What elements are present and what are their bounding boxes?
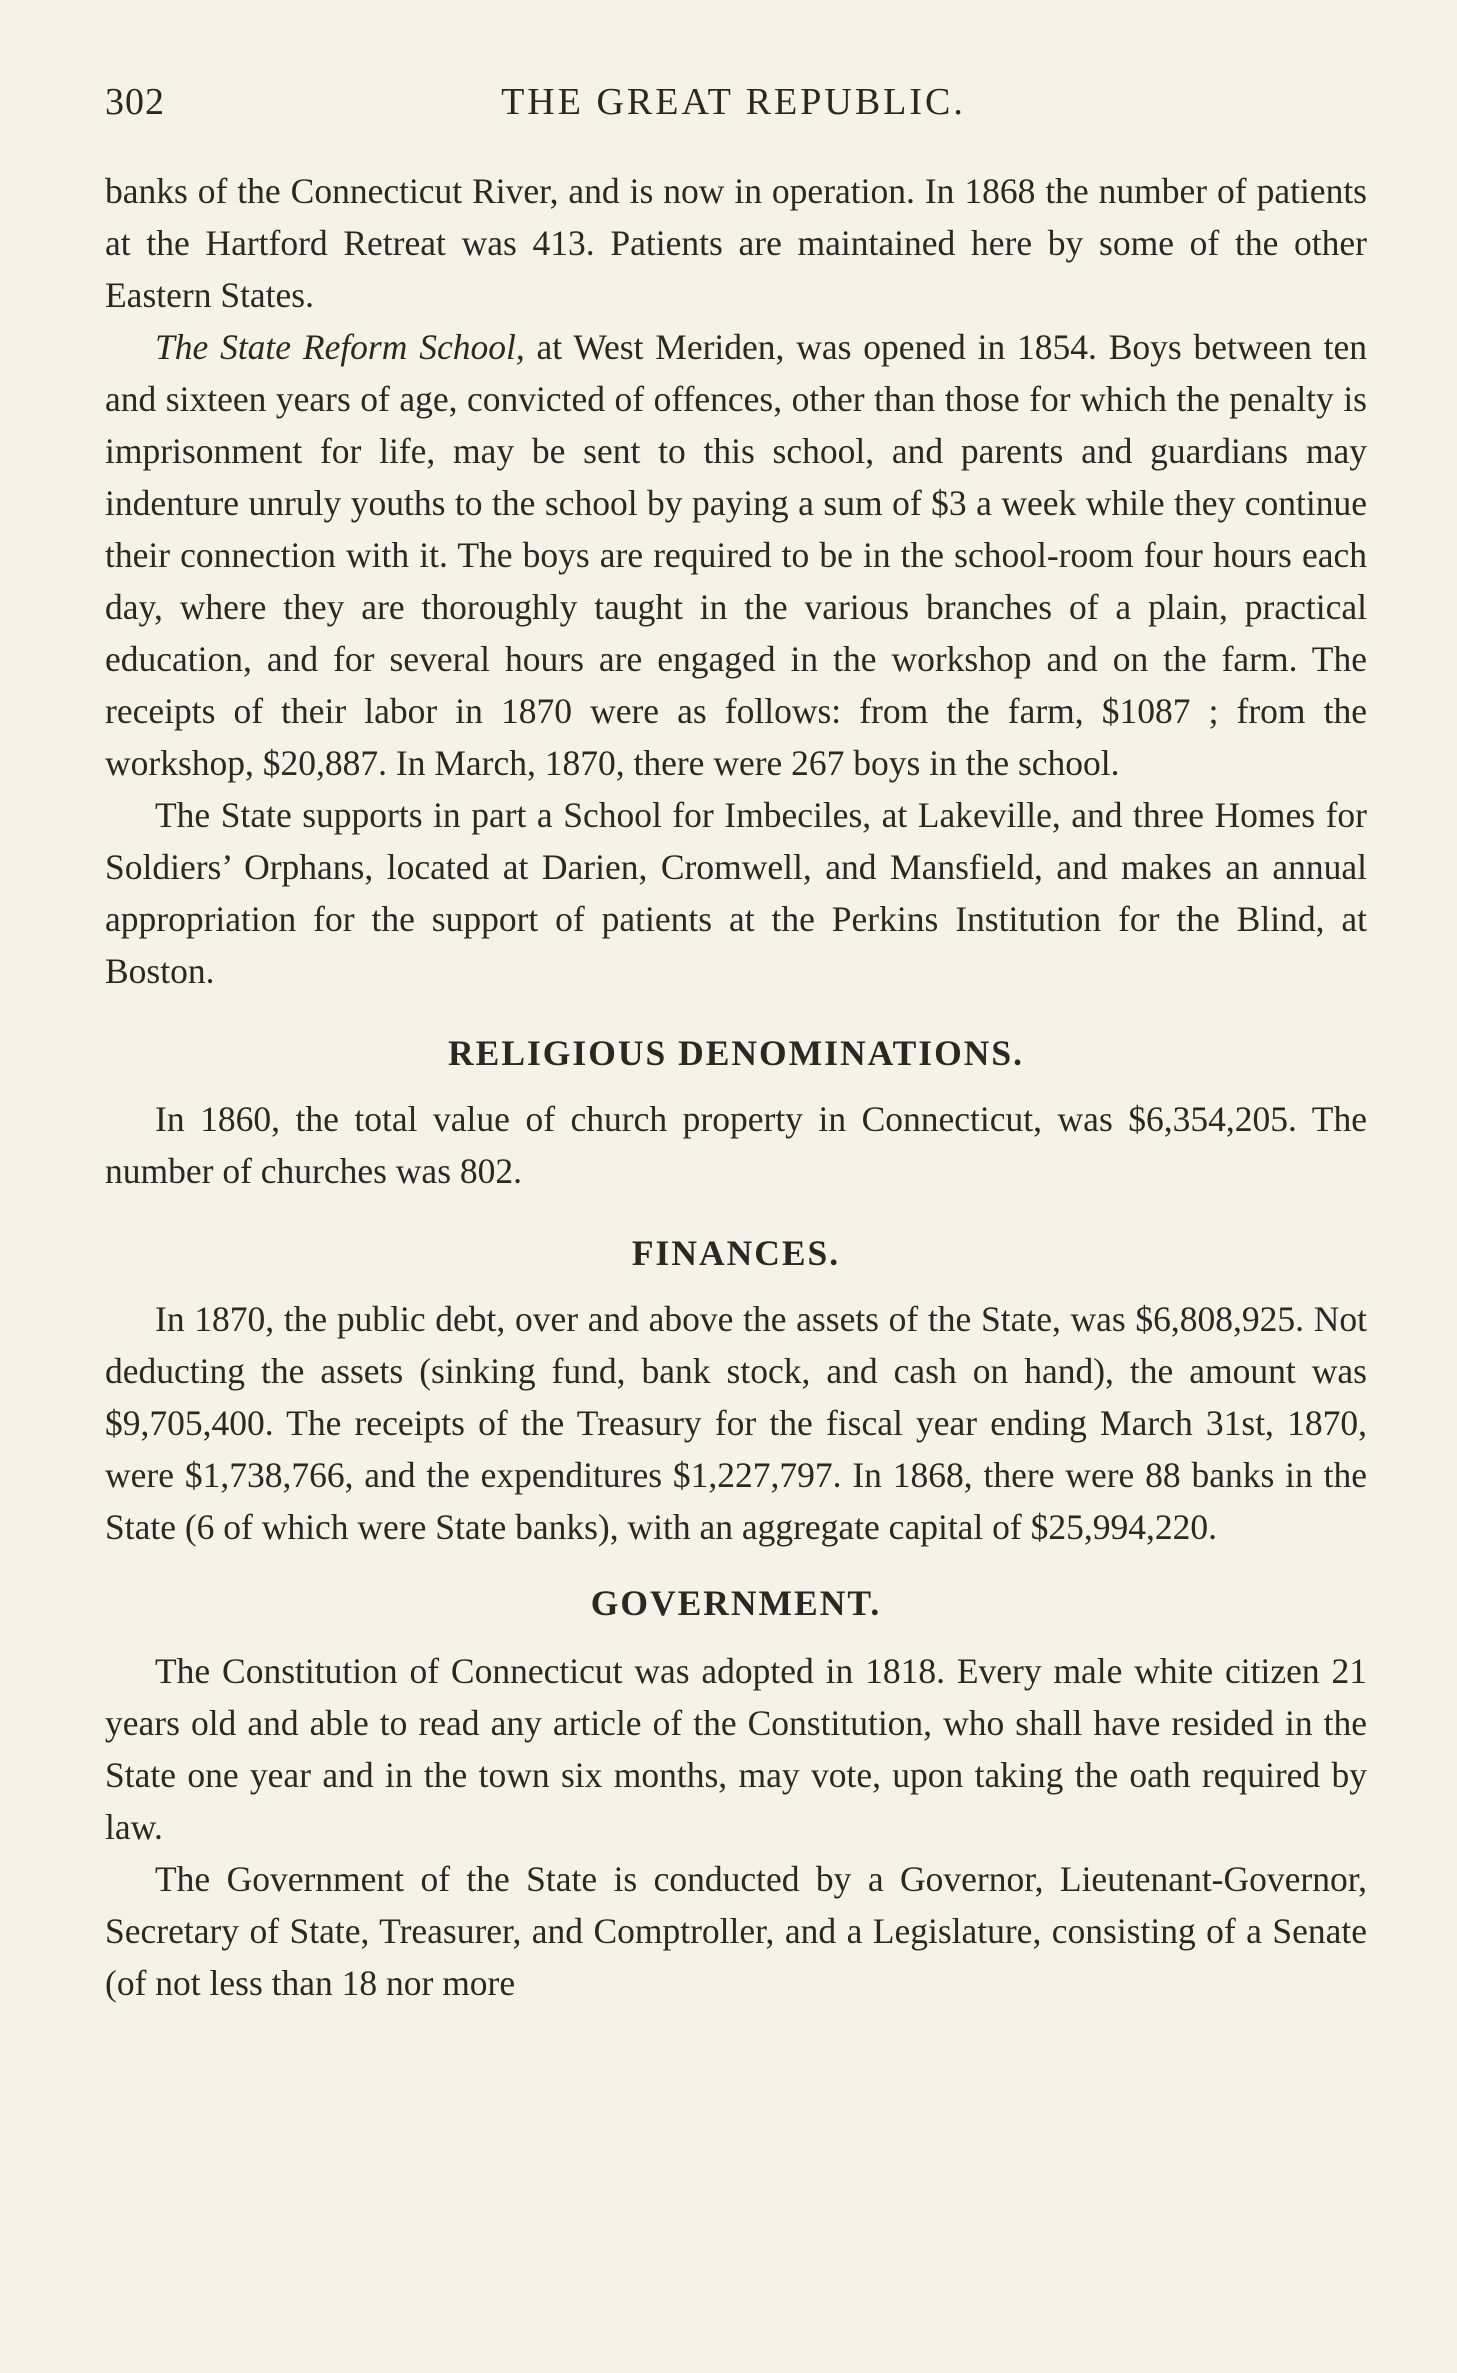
paragraph-constitution: The Constitution of Connecticut was adopted in 1818. Every male white citizen 21 years old and able to read any article of the Constitution, who shall have resided in the State one year and in the town six months, may vote, upon taking the oath required by law.: [105, 1651, 1367, 1847]
paragraph-finances: In 1870, the public debt, over and above the assets of the State, was $6,808,925. Not deducting the assets (sinking fund, bank stock, and cash on hand), the amount was $9,705,400. The receipts of the Treasury for the fiscal year ending March 31st, 1870, were $1,738,766, and the expenditures $1,227,797. In 1868, there were 88 banks in the State (6 of which were State banks), with an aggregate capital of $25,994,220.: [105, 1299, 1367, 1547]
body-text: [105, 165, 1367, 2009]
reform-school-title: The State Reform School,: [155, 327, 525, 367]
running-head: [105, 80, 1362, 140]
paragraph-religious: In 1860, the total value of church property in Connecticut, was $6,354,205. The number of churches was 802.: [105, 1099, 1367, 1191]
paragraph-government: The Government of the State is conducted by a Governor, Lieutenant-Governor, Secretary of State, Treasurer, and Comptroller, and a Legislature, consisting of a Senate (of not less than 18 nor more: [105, 1859, 1367, 2003]
reform-school-text: at West Meriden, was opened in 1854. Boys between ten and sixteen years of age, convicted of offences, other than those for which the penalty is imprisonment for life, may be sent to this school, and parents and guardians may indenture unruly youths to the school by paying a sum of $3 a week while they continue their connection with it. The boys are required to be in the school-room four hours each day, where they are thoroughly taught in the various branches of a plain, practical education, and for several hours are engaged in the workshop and on the farm. The receipts of their labor in 1870 were as follows: from the farm, $1087 ; from the workshop, $20,887. In March, 1870, there were 267 boys in the school.: [105, 327, 1368, 783]
section-heading-religious: RELIGIOUS DENOMINATIONS.: [448, 1033, 1024, 1073]
page-number: 302: [105, 81, 165, 123]
running-title: THE GREAT REPUBLIC.: [501, 81, 966, 123]
paragraph-hartford-retreat: banks of the Connecticut River, and is now in operation. In 1868 the number of patients at the Hartford Retreat was 413. Patients are maintained here by some of the other Eastern States.: [105, 171, 1367, 315]
paragraph-reform-school: [105, 321, 1367, 789]
section-heading-government: GOVERNMENT.: [590, 1583, 882, 1623]
paragraph-state-support: The State supports in part a School for Imbeciles, at Lakeville, and three Homes for Soldiers’ Orphans, located at Darien, Cromwell, and Mansfield, and makes an annual appropriation for the support of patients at the Perkins Institution for the Blind, at Boston.: [105, 795, 1367, 991]
section-heading-finances: FINANCES.: [631, 1233, 841, 1273]
